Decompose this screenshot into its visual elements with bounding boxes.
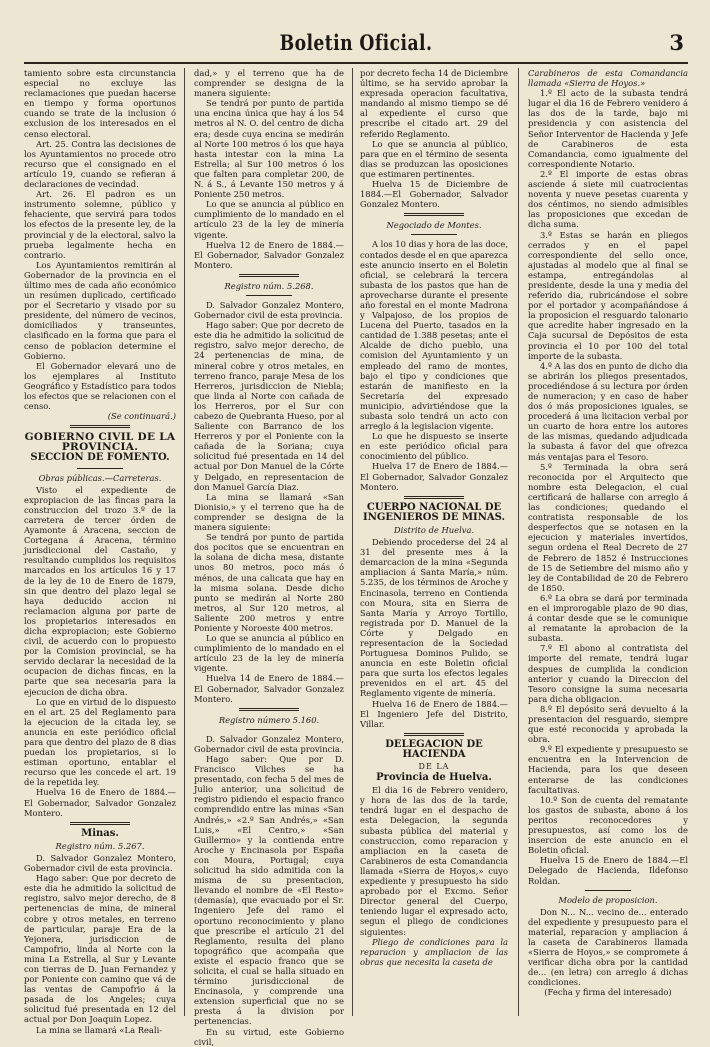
paragraph: El dia 16 de Febrero venidero, y hora de las dos de la tarde, tendrá lugar en el despacho de esta Delegacion, la segunda subasta pública del material y construccion, como reparacion y ampliacion en la caseta de Carabineros de esta Comandancia llamada «Sierra de Hoyos,» cuyo expediente y presupuesto ha sido aprobado por el Excmo. Señor Director general del Cuerpo, teniendo lugar el expresado acto, segun el pliego de condiciones siguientes: (360, 785, 508, 937)
paragraph: 3.º Estas se harán en pliegos cerrados y en el papel correspondiente del sello once, ajustadas al modelo que al final se estampa, entregándolas al presidente, desde la una y media del referido dia, rubricándose el sobre por el portador y acompañándose á la proposicion el resguardo talonario que acredite haber ingresado en la Caja sucursal de Depósitos de esta provincia el 10 por 100 del total importe de la subasta. (528, 229, 688, 361)
section-subheading: SECCION DE FOMENTO. (30, 452, 170, 464)
paragraph: Huelva 15 de Diciembre de 1884.—El Gobernador, Salvador Gonzalez Montero. (360, 179, 508, 210)
column-2 (194, 68, 344, 1047)
section-rule (70, 425, 130, 428)
section-subheading: Registro núm. 5.267. (55, 840, 145, 851)
paragraph: Huelva 17 de Enero de 1884.—El Gobernador, Salvador Gonzalez Montero. (360, 461, 508, 492)
paragraph: En su virtud, este Gobierno civil, (194, 1026, 344, 1047)
column-divider (352, 68, 353, 1016)
paragraph: D. Salvador Gonzalez Montero, Gobernador civil de esta provincia. (194, 299, 344, 321)
paragraph: tamiento sobre esta circunstancia especial no excluye las reclamaciones que puedan hacerse en tiempo y forma oportunos cuando se trate de la inclusion ó exclusion de los interesados en el censo electoral. (24, 68, 176, 139)
paragraph: Art. 26. El padron es un instrumento solemne, público y fehaciente, que servirá para todos los efectos de la presente ley, de la provincial y de la electoral, salvo la prueba legalmente hecha en contrario. (24, 189, 176, 260)
paragraph: Don N... N... vecino de... enterado del expediente y presupuesto para el material, reparacion y ampliacion á la caseta de Carabineros llamada «Sierra de Hoyos,» se compromete á verificar dicha obra por la cantidad de... (en letra) con arreglo á dichas condiciones. (528, 906, 688, 988)
paragraph: Lo que se anuncia al público en cumplimiento de lo mandado en el artículo 23 de la ley de minería vigente. (194, 633, 344, 674)
paragraph: Huelva 12 de Enero de 1884.—El Gobernador, Salvador Gonzalez Montero. (194, 239, 344, 270)
paragraph: Lo que en virtud de lo dispuesto en el art. 25 del Reglamento para la ejecucion de la citada ley, se anuncia en este periódico oficial para que dentro del plazo de 8 dias puedan los propietarios, si lo estiman oportuno, entablar el recurso que les concede el art. 19 de la repetida ley. (24, 696, 176, 788)
paragraph: 1.º El acto de la subasta tendrá lugar el dia 16 de Febrero venidero á las dos de la tarde, bajo mi presidencia y con asistencia del Señor Interventor de Hacienda y Jefe de Carabineros de esta Comandancia, como igualmente del correspondiente Notario. (528, 88, 688, 169)
paragraph: 8.º El depósito será devuelto á la presentacion del resguardo, siempre que esté reconocida y aprobada la obra. (528, 703, 688, 745)
paragraph: por decreto fecha 14 de Diciembre último, se ha servido aprobar la expresada operacion facultativa, mandando al mismo tiempo se dé al expediente el curso que prescribe el citado art. 29 del referido Reglamento. (360, 68, 508, 139)
section-rule (70, 822, 130, 825)
section-heading: Minas. (81, 827, 119, 839)
paragraph: 9.º El expediente y presupuesto se encuentra en la Intervencion de Hacienda, para los que deseen enterarse de las condiciones facultativas. (528, 744, 688, 795)
paragraph: Pliego de condiciones para la reparacion y ampliacion de las obras que necesita la caseta de (360, 936, 508, 967)
section-rule (404, 213, 464, 216)
paragraph: 10.º Son de cuenta del rematante los gastos de subasta, abono á los peritos reconocedores y presupuestos, así como los de insercion de este anuncio en el Boletin oficial. (528, 794, 688, 856)
paragraph: Huelva 14 de Enero de 1884.—El Gobernador, Salvador Gonzalez Montero. (194, 673, 344, 704)
paragraph: Huelva 15 de Enero de 1884.—El Delegado de Hacienda, Ildefonso Roldan. (528, 855, 688, 886)
paragraph: Los Ayuntamientos remitirán al Gobernador de la provincia en el último mes de cada año económico un resúmen duplicado, certificado por el Secretario y visado por su presidente, del número de vecinos, domiciliados y transeuntes, clasificado en la forma que para el censo de poblacion determine el Gobierno. (24, 259, 176, 361)
section-heading: Provincia de Huelva. (376, 772, 492, 784)
paragraph: Hago saber: Que por decreto de este dia he admitido la solicitud de registro, salvo mejor derecho, de 8 pertenencias de mina, de mineral cobre y otros metales, en terreno de particular, paraje Era de la Yejonera, jurisdiccion de Campofrio, linda al Norte con la mina La Estrella, al Sur y Levante con tierras de D. Juan Fernandez y por Poniente con camino que vá de las ventas de Campofrio á la pasada de los Angeles; cuya solicitud fué presentada en 12 del actual por Don Joaquin Lopez. (24, 873, 176, 1025)
paragraph: Carabineros de esta Comandancia llamada «Sierra de Hoyos.» (528, 68, 688, 89)
column-3 (360, 68, 508, 1018)
paragraph: Huelva 16 de Enero de 1884.—El Gobernador, Salvador Gonzalez Montero. (24, 787, 176, 818)
divider (411, 234, 457, 235)
section-rule (404, 733, 464, 736)
divider (585, 890, 631, 891)
paragraph: Hago saber: Que por decreto de este dia he admitido la solicitud de registro, salvo mejor derecho, de 24 pertenencias de mina, de mineral cobre y otros metales, en terreno franco, paraje Mesa de los Herreros, jurisdiccion de Niebla; que linda al Norte con cañada de los Herreros, por el Sur con cabezo de Quebranta Hueso, por al Saliente con Barranco de los Herreros y por el Poniente con la cañada de la Soriana; cuya solicitud fué presentada en 14 del actual por Don Manuel de la Córte y Delgado, en representacion de don Manuel García Diaz. (194, 320, 344, 492)
section-rule (239, 708, 299, 711)
section-subheading: Negociado de Montes. (386, 220, 482, 231)
page-header (24, 30, 688, 62)
paragraph: 4.º A las dos en punto de dicho dia se abrirán los pliegos presentados, procediéndose á su lectura por órden de numeracion; y en caso de haber dos ó más proposiciones iguales, se procederá á una licitacion verbal por un cuarto de hora entre los autores de las mismas, quedando adjudicada la subasta á favor del que ofrezca más ventajas para el Tesoro. (528, 360, 688, 462)
paragraph: Lo que se anuncia al público, para que en el término de sesenta dias se produzcan las oposiciones que estimaren pertinentes. (360, 138, 508, 179)
divider (246, 295, 292, 296)
paragraph: D. Salvador Gonzalez Montero, Gobernador civil de esta provincia. (194, 733, 344, 754)
paragraph: 6.º La obra se dará por terminada en el improrogable plazo de 90 dias, á contar desde que se le comunique al rematante la aprobacion de la subasta. (528, 592, 688, 644)
section-rule (239, 274, 299, 277)
paragraph: 2.º El importe de estas obras asciende á siete mil cuatrocientas noventa y nueve pesetas cuarenta y dos céntimos, no siendo admisibles las proposiciones que excedan de dicha suma. (528, 168, 688, 230)
paragraph: El Gobernador elevará uno de los ejemplares al Instituto Geográfico y Estadístico para todos los efectos que se relacionen con el censo. (24, 360, 176, 412)
section-subheading: Registro número 5.160. (218, 714, 320, 725)
paragraph: Hago saber: Que por D. Francisco Vilches se ha presentado, con fecha 5 del mes de Julio anterior, una solicitud de registro pidiendo el espacio franco comprendido entre las minas «San Andrés,» «2.º San Andrés,» «San Luis,» «El Centro,» «San Guillermo» y la contienda entre Aroche y Encinasola por España con Moura, Portugal; cuya solicitud ha sido admitida con la misma de su presentacion, llevando el nombre de «El Resto» (demasía), que evacuado por el Sr. Ingeniero Jefe del ramo el oportuno reconocimiento y plano que prescribe el artículo 21 del Reglamento, resulta del plano topográfico que acompaña que existe el espacio franco que se solicita, el cual se halla situado en término jurisdiccional de Encinasola, y comprende una extension superficial que no se presta á la division por pertenencias. (194, 754, 344, 1027)
section-subheading: Obras públicas.—Carreteras. (38, 472, 162, 483)
paragraph: Visto el expediente de expropiacion de las fincas para la construccion del trozo 3.º de la carretera de tercer órden de Ayamonte á Aracena, seccion de Cortegana á Aracena, término jurisdiccional del Castaño, y resultando cumplidos los requisitos marcados en los artículos 16 y 17 de la ley de 10 de Enero de 1879, sin que dentro del plazo legal se haya deducido accion ni reclamacion alguna por parte de los propietarios interesados en dicha expropiacion; este Gobierno civil, de acuerdo con lo propuesto por la Comision provincial, se ha servido declarar la necesidad de la ocupacion de dichas fincas, en la parte que sea necesaria para la ejecucion de dicha obra. (24, 484, 176, 697)
paragraph: Art. 25. Contra las decisiones de los Ayuntamientos no procede otro recurso que el consignado en el artículo 19, cuando se refieran á declaraciones de vecindad. (24, 138, 176, 190)
page-title: Boletin Oficial. (279, 30, 433, 55)
paragraph: La mina se llamará «La Reali- (36, 1024, 163, 1035)
divider (246, 729, 292, 730)
column-4 (528, 68, 688, 1018)
section-heading: DELEGACION DE HACIENDA (385, 738, 483, 760)
section-subheading: Registro núm. 5.268. (224, 280, 314, 291)
paragraph: dad,» y el terreno que ha de comprender se designa de la manera siguiente: (194, 68, 344, 99)
page-number: 3 (669, 30, 684, 55)
section-subheading: Distrito de Huelva. (393, 524, 475, 535)
section-heading: CUERPO NACIONAL DE INGENIEROS DE MINAS. (363, 501, 505, 523)
column-1 (24, 68, 176, 1035)
paragraph: Lo que he dispuesto se inserte en este periódico oficial para conocimiento del público. (360, 431, 508, 462)
section-heading: GOBIERNO CIVIL DE LA PROVINCIA. (24, 431, 176, 454)
paragraph: Lo que se anuncia al público en cumplimiento de lo mandado en el artículo 23 de la ley de minería vigente. (194, 199, 344, 240)
paragraph: 5.º Terminada la obra será reconocida por el Arquitecto que nombre esta Delegacion, el cual certificará de hallarse con arreglo á las condiciones; quedando el contratista responsable de los desperfectos que se notasen en la ejecucion y materiales invertidos, segun ordena el Real Decreto de 27 de Febrero de 1852 é Instrucciones de 15 de Setiembre del mismo año y ley de Contabilidad de 20 de Febrero de 1850. (528, 461, 688, 593)
paragraph: (Fecha y firma del interesado) (544, 987, 672, 998)
column-divider (518, 68, 519, 1016)
paragraph: Debiendo procederse del 24 al 31 del presente mes á la demarcacion de la mina «Segunda ampliacion á Santa María,» núm. 5.235, de los términos de Aroche y Encinasola, terreno en Contienda con Moura, sita en Sierra de Santa María y Arroyo Tortillo, registrada por D. Manuel de la Córte y Delgado en representacion de la Sociedad Portuguesa Dominos Pulido, se anuncia en este Boletin oficial para que surta los efectos legales prevenidos en el art. 45 del Reglamento vigente de minería. (360, 537, 508, 699)
section-heading-connector: DE LA (418, 762, 450, 771)
divider (77, 468, 123, 469)
header-rule (24, 62, 688, 64)
continuation-note: (Se continuará.) (107, 411, 176, 422)
paragraph: Se tendrá por punto de partida una encina única que hay á los 54 metros al N. O. del centro de dicha era; desde cuya encina se medirán al Norte 100 metros ó los que haya hasta intestar con la mina La Estrella; al Sur 100 metros ó los que falten para completar 200, de N. á S., á Levante 150 metros y á Poniente 250 metros. (194, 98, 344, 200)
paragraph: A los 10 dias y hora de las doce, contados desde el en que aparezca este anuncio inserto en el Boletin oficial, se celebrará la tercera subasta de los pastos que han de aprovecharse durante el presente año forestal en el monte Madrona y Valpajoso, de los propios de Lucena del Puerto, tasados en la cantidad de 1.388 pesetas; ante el Alcalde de dicho pueblo, una comision del Ayuntamiento y un empleado del ramo de montes, bajo el tipo y condiciones que estarán de manifiesto en la Secretaría del expresado municipio, advirtiéndose que la subasta solo tendrá un acto con arreglo á la legislacion vigente. (360, 239, 509, 432)
column-divider (184, 68, 185, 1016)
section-subheading: Modelo de proposicion. (558, 894, 658, 905)
section-rule (404, 496, 464, 499)
paragraph: La mina se llamará «San Dionisio,» y el terreno que ha de comprender se designa de la manera siguiente: (194, 491, 344, 533)
paragraph: Huelva 16 de Enero de 1884.—El Ingeniero Jefe del Distrito, Villar. (360, 698, 508, 729)
paragraph: Se tendrá por punto de partida dos pocitos que se encuentran en la solana de dicha mesa, distante unos 80 metros, poco más ó ménos, de una calicata que hay en la misma solana. Desde dicho punto se medirán al Norte 280 metros, al Sur 120 metros, al Saliente 200 metros y entre Poniente y Noroeste 400 metros. (194, 532, 344, 633)
paragraph: D. Salvador Gonzalez Montero, Gobernador civil de esta provincia. (24, 852, 176, 874)
paragraph: 7.º El abono al contratista del importe del remate, tendrá lugar despues de cumplida la condicion anterior y cuando la Direccion del Tesoro consigne la suma necesaria para dicha obligacion. (528, 643, 688, 704)
